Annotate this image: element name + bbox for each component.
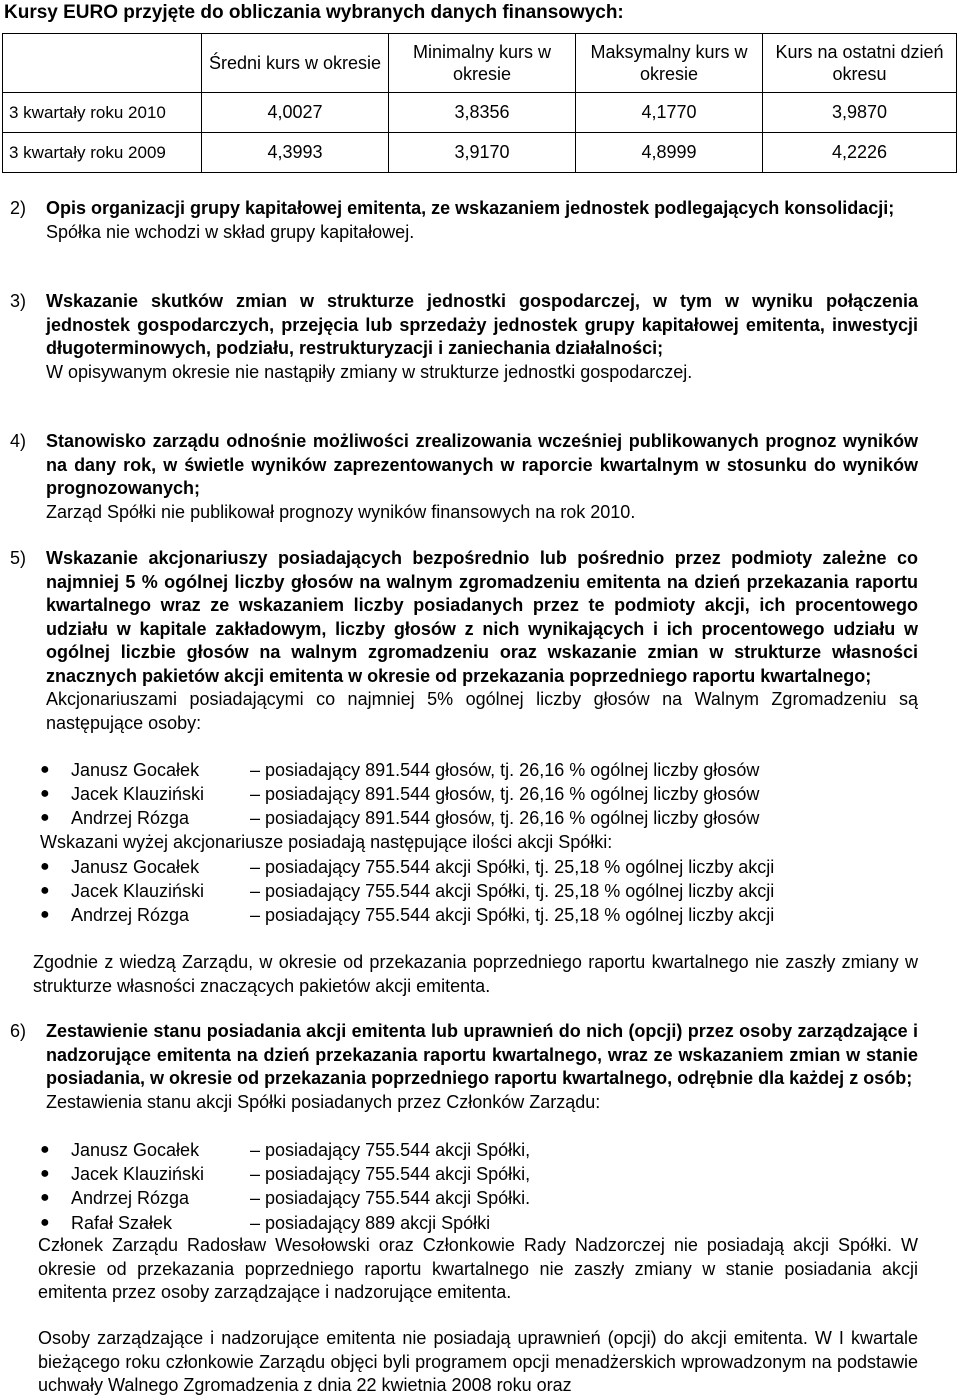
list-item: ● Janusz Gocałek – posiadający 755.544 akcji Spółki, tj. 25,18 % ogólnej liczby akcji (6, 855, 918, 879)
shareholder-votes-list (6, 758, 918, 831)
table-header-empty (3, 34, 202, 93)
row-label: 3 kwartały roku 2010 (3, 93, 202, 133)
section-number: 2) (10, 198, 27, 218)
table-header-min: Minimalny kurs w okresie (389, 34, 576, 93)
bullet-icon: ● (40, 1165, 50, 1183)
cell-value: 3,9170 (389, 133, 576, 173)
section-3 (6, 290, 918, 384)
row-label: 3 kwartały roku 2009 (3, 133, 202, 173)
section-heading: Wskazanie skutków zmian w strukturze jednostki gospodarczej, w tym w wyniku połączenia jednostek gospodarczych, przejęcia lub sprzedaży jednostek grupy kapitałowej emitenta, inwestycji długoterminowych, podziału, restrukturyzacji i zaniechania działalności; (46, 291, 918, 358)
euro-rates-table (2, 33, 957, 173)
list-item: ● Rafał Szałek – posiadający 889 akcji Spółki (6, 1211, 918, 1235)
list-item: ● Jacek Klauziński – posiadający 755.544 akcji Spółki, tj. 25,18 % ogólnej liczby akcji (6, 879, 918, 903)
list-item: ● Janusz Gocałek – posiadający 755.544 akcji Spółki, (6, 1138, 918, 1162)
cell-value: 4,8999 (576, 133, 763, 173)
section-text: W opisywanym okresie nie nastąpiły zmiany w strukturze jednostki gospodarczej. (46, 361, 693, 382)
cell-value: 3,8356 (389, 93, 576, 133)
list-item: ● Andrzej Rózga – posiadający 755.544 akcji Spółki. (6, 1186, 918, 1210)
bullet-icon: ● (40, 858, 50, 875)
section-number: 3) (10, 291, 27, 311)
bullet-icon: ● (40, 1141, 50, 1158)
section-5 (6, 547, 918, 735)
bullet-icon: ● (40, 1213, 50, 1231)
table-header-avg: Średni kurs w okresie (202, 34, 389, 93)
section-heading: Stanowisko zarządu odnośnie możliwości zrealizowania wcześniej publikowanych prognoz wyników na dany rok, w świetle wyników zaprezentowanych w raporcie kwartalnym w stosunku do wyników prognozowanych; (46, 431, 918, 498)
bullet-icon: ● (40, 809, 50, 827)
bullet-icon: ● (40, 906, 50, 924)
table-header-last: Kurs na ostatni dzień okresu (763, 34, 957, 93)
list-item: ● Janusz Gocałek – posiadający 891.544 głosów, tj. 26,16 % ogólnej liczby głosów (6, 758, 918, 782)
section-heading: Zestawienie stanu posiadania akcji emitenta lub uprawnień do nich (opcji) przez osoby zarządzające i nadzorujące emitenta na dzień przekazania raportu kwartalnego, wraz ze wskazaniem zmian w stanie posiadania, w okresie od przekazania poprzedniego raportu kwartalnego, odrębnie dla każdej z osób; (46, 1021, 918, 1088)
table-row (3, 93, 957, 133)
shareholder-shares-list (6, 855, 918, 928)
cell-value: 4,2226 (763, 133, 957, 173)
list-item: ● Andrzej Rózga – posiadający 891.544 głosów, tj. 26,16 % ogólnej liczby głosów (6, 806, 918, 830)
bullet-icon: ● (40, 785, 50, 803)
section-closing: Zgodnie z wiedzą Zarządu, w okresie od przekazania poprzedniego raportu kwartalnego nie zaszły zmiany w strukturze własności znaczących pakietów akcji emitenta. (33, 952, 918, 996)
table-row (3, 133, 957, 173)
cell-value: 4,1770 (576, 93, 763, 133)
bullet-icon: ● (40, 1189, 50, 1207)
section-text: Zarząd Spółki nie publikował prognozy wyników finansowych na rok 2010. (46, 501, 636, 522)
section-number: 5) (10, 548, 27, 568)
section-text: Spółka nie wchodzi w skład grupy kapitałowej. (46, 221, 415, 242)
page-title: Kursy EURO przyjęte do obliczania wybranych danych finansowych: (4, 2, 624, 23)
bullet-icon: ● (40, 761, 50, 778)
bullet-icon: ● (40, 882, 50, 900)
cell-value: 4,0027 (202, 93, 389, 133)
table-header-row (3, 34, 957, 93)
board-shares-list (6, 1138, 918, 1235)
section-2 (6, 197, 918, 244)
section-number: 6) (10, 1021, 27, 1041)
section-options: Osoby zarządzające i nadzorujące emitenta nie posiadają uprawnień (opcji) do akcji emitenta. W I kwartale bieżącego roku członkowie Zarządu objęci byli programem opcji menadżerskich wprowadzonym na podstawie uchwały Walnego Zgromadzenia z dnia 22 kwietnia 2008 roku oraz (38, 1328, 918, 1395)
section-heading: Opis organizacji grupy kapitałowej emitenta, ze wskazaniem jednostek podlegających konsolidacji; (46, 198, 895, 218)
section-6 (6, 1020, 918, 1114)
section-after: Członek Zarządu Radosław Wesołowski oraz Członkowie Rady Nadzorczej nie posiadają akcji Spółki. W okresie od przekazania poprzedniego raportu kwartalnego nie zaszły zmiany w stanie posiadania akcji emitenta przez osoby zarządzające i nadzorujące emitenta. (38, 1235, 918, 1302)
table-header-max: Maksymalny kurs w okresie (576, 34, 763, 93)
section-intro: Wskazani wyżej akcjonariusze posiadają następujące ilości akcji Spółki: (40, 832, 613, 852)
section-heading: Wskazanie akcjonariuszy posiadających bezpośrednio lub pośrednio przez podmioty zależne co najmniej 5 % ogólnej liczby głosów na walnym zgromadzeniu emitenta na dzień przekazania raportu kwartalnego wraz ze wskazaniem liczby posiadanych przez te podmioty akcji, ich procentowego udziału w kapitale zakładowym, liczby głosów z nich wynikających i ich procentowego udziału w ogólnej liczbie głosów na walnym zgromadzeniu oraz wskazanie zmian w strukturze własności znacznych pakietów akcji emitenta w okresie od przekazania poprzedniego raportu kwartalnego; (46, 548, 918, 686)
cell-value: 3,9870 (763, 93, 957, 133)
list-item: ● Jacek Klauziński – posiadający 891.544 głosów, tj. 26,16 % ogólnej liczby głosów (6, 782, 918, 806)
cell-value: 4,3993 (202, 133, 389, 173)
list-item: ● Andrzej Rózga – posiadający 755.544 akcji Spółki, tj. 25,18 % ogólnej liczby akcji (6, 903, 918, 927)
section-number: 4) (10, 431, 27, 451)
list-item: ● Jacek Klauziński – posiadający 755.544 akcji Spółki, (6, 1162, 918, 1186)
section-intro: Zestawienia stanu akcji Spółki posiadanych przez Członków Zarządu: (46, 1091, 601, 1112)
section-4 (6, 430, 918, 524)
section-intro: Akcjonariuszami posiadającymi co najmniej 5% ogólnej liczby głosów na Walnym Zgromadzeniu są następujące osoby: (46, 689, 918, 733)
